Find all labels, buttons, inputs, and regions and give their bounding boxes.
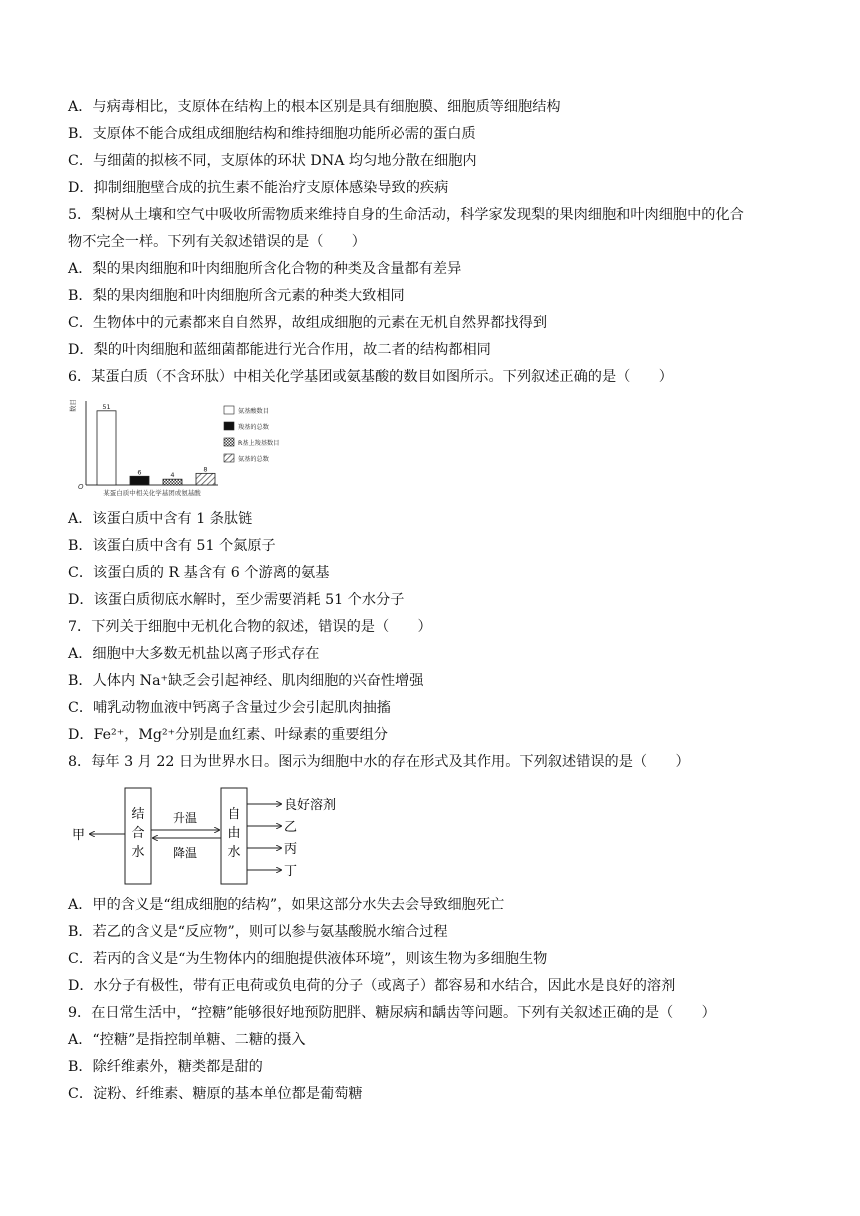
legend-label-2: 羧基的总数 [238,424,269,431]
q8-option-c: C．若丙的含义是“为生物体内的细胞提供液体环境”，则该生物为多细胞生物 [68,951,548,967]
water-forms-diagram [68,784,358,886]
q7-option-c: C．哺乳动物血液中钙离子含量过少会引起肌肉抽搐 [68,700,391,716]
q5-option-b: B．梨的果肉细胞和叶肉细胞所含元素的种类大致相同 [68,288,405,304]
q4-option-d: D．抑制细胞壁合成的抗生素不能治疗支原体感染导致的疾病 [68,180,449,196]
bar-value-label-2: 6 [137,468,142,477]
output-label-1: 良好溶剂 [284,798,337,813]
bar-value-label-3: 4 [170,471,175,480]
q7-option-b: B．人体内 Na⁺缺乏会引起神经、肌肉细胞的兴奋性增强 [68,673,424,689]
bar-3 [163,479,182,485]
q7-stem: 7．下列关于细胞中无机化合物的叙述，错误的是（ ） [68,619,432,635]
q5-option-a: A．梨的果肉细胞和叶肉细胞所含化合物的种类及含量都有差异 [68,261,462,277]
cool-label: 降温 [172,846,198,860]
free-water-char-3: 水 [227,845,241,860]
output-label-2: 乙 [284,820,298,835]
bound-water-char-2: 合 [131,826,145,841]
q4-option-a: A．与病毒相比，支原体在结构上的根本区别是具有细胞膜、细胞质等细胞结构 [68,99,561,115]
q4-option-c: C．与细菌的拟核不同，支原体的环状 DNA 均匀地分散在细胞内 [68,153,477,169]
q5-stem-line1: 5．梨树从土壤和空气中吸收所需物质来维持自身的生命活动，科学家发现梨的果肉细胞和叶肉细胞中的化合 [68,207,744,223]
bar-value-label-1: 51 [102,402,111,411]
bound-water-char-3: 水 [131,845,145,860]
q8-option-d: D．水分子有极性，带有正电荷或负电荷的分子（或离子）都容易和水结合，因此水是良好的溶剂 [68,978,676,994]
legend-swatch-1 [224,406,234,414]
legend-swatch-3 [224,438,234,446]
q8-option-a: A．甲的含义是“组成细胞的结构”，如果这部分水失去会导致细胞死亡 [68,897,505,913]
q6-option-d: D．该蛋白质彻底水解时，至少需要消耗 51 个水分子 [68,592,405,608]
bar-2 [130,476,149,485]
origin-label: O [78,483,84,491]
q9-option-c: C．淀粉、纤维素、糖原的基本单位都是葡萄糖 [68,1086,363,1102]
q9-option-b: B．除纤维素外，糖类都是甜的 [68,1059,263,1075]
output-label-4: 丁 [284,864,298,879]
x-axis-label: 某蛋白质中相关化学基团或氨基酸 [103,489,201,497]
legend-label-1: 氨基酸数目 [238,408,269,415]
q9-stem: 9．在日常生活中，“控糖”能够很好地预防肥胖、糖尿病和龋齿等问题。下列有关叙述正确的是（ ） [68,1005,716,1021]
y-axis-label: 数目 [69,399,77,412]
free-water-char-1: 自 [227,807,241,822]
bar-1 [97,411,116,485]
legend-swatch-2 [224,422,234,430]
left-output-label: 甲 [72,828,86,843]
q7-option-a: A．细胞中大多数无机盐以离子形式存在 [68,646,320,662]
legend-label-4: 氨基的总数 [238,456,269,463]
q6-option-c: C．该蛋白质的 R 基含有 6 个游离的氨基 [68,565,330,581]
bar-value-label-4: 8 [203,465,208,474]
q8-option-b: B．若乙的含义是“反应物”，则可以参与氨基酸脱水缩合过程 [68,924,448,940]
q5-option-c: C．生物体中的元素都来自自然界，故组成细胞的元素在无机自然界都找得到 [68,315,548,331]
q6-option-a: A．该蛋白质中含有 1 条肽链 [68,511,253,527]
legend-swatch-4 [224,454,234,462]
output-label-3: 丙 [284,842,298,857]
bar-4 [196,473,215,485]
q5-option-d: D．梨的叶肉细胞和蓝细菌都能进行光合作用，故二者的结构都相同 [68,342,491,358]
heat-label: 升温 [172,811,198,825]
legend-label-3: R基上羧基数目 [238,440,280,447]
protein-bar-chart [68,397,304,499]
free-water-char-2: 由 [227,826,241,841]
q6-option-b: B．该蛋白质中含有 51 个氮原子 [68,538,276,554]
q4-option-b: B．支原体不能合成组成细胞结构和维持细胞功能所必需的蛋白质 [68,126,476,142]
q6-stem: 6．某蛋白质（不含环肽）中相关化学基团或氨基酸的数目如图所示。下列叙述正确的是（ ） [68,369,673,385]
bound-water-char-1: 结 [131,807,145,822]
q8-stem: 8．每年 3 月 22 日为世界水日。图示为细胞中水的存在形式及其作用。下列叙述错误的是（ ） [68,754,690,770]
q7-option-d: D．Fe²⁺，Mg²⁺分别是血红素、叶绿素的重要组分 [68,727,388,743]
q5-stem-line2: 物不完全一样。下列有关叙述错误的是（ ） [68,234,366,250]
q9-option-a: A．“控糖”是指控制单糖、二糖的摄入 [68,1032,306,1048]
